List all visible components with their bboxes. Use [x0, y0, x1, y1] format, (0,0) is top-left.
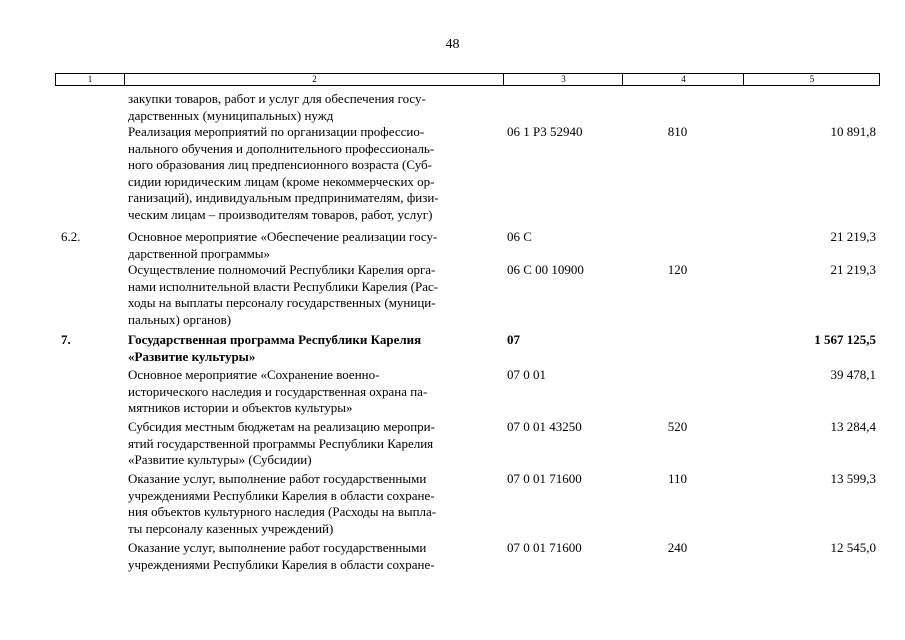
row-code: 07 0 01 43250 [507, 419, 582, 434]
row-name: Основное мероприятие «Обеспечение реализации госу- дарственной программы» [128, 229, 438, 261]
row-sum: 12 545,0 [830, 540, 876, 555]
row-name: Оказание услуг, выполнение работ государственными учреждениями Республики Карелия в области сохране- ния объектов культурного наследия (Расходы на выпла- ты персоналу казенных учреждений) [128, 471, 437, 536]
row-number: 6.2. [61, 229, 81, 244]
row-code: 07 0 01 71600 [507, 540, 582, 555]
table-row [0, 332, 905, 367]
row-sum: 21 219,3 [830, 262, 876, 277]
header-col-4: 4 [622, 74, 744, 85]
row-code: 06 С 00 10900 [507, 262, 584, 277]
row-name: Государственная программа Республики Карелия «Развитие культуры» [128, 332, 422, 364]
row-name: Оказание услуг, выполнение работ государственными учреждениями Республики Карелия в области сохране- [128, 540, 435, 572]
header-col-3: 3 [503, 74, 623, 85]
table-body [0, 91, 905, 575]
table-row [0, 419, 905, 471]
row-expense-type: 110 [667, 471, 688, 486]
row-sum: 39 478,1 [830, 367, 876, 382]
table-row [0, 471, 905, 540]
row-expense-type: 810 [667, 124, 688, 139]
row-number: 7. [61, 332, 71, 347]
table-row [0, 91, 905, 124]
header-col-5: 5 [743, 74, 880, 85]
table-row [0, 229, 905, 262]
page-number: 48 [445, 37, 460, 52]
table-row [0, 367, 905, 419]
row-expense-type: 520 [667, 419, 688, 434]
row-code: 06 С [507, 229, 532, 244]
row-expense-type: 120 [667, 262, 688, 277]
row-sum: 21 219,3 [830, 229, 876, 244]
row-code: 06 1 P3 52940 [507, 124, 583, 139]
row-code: 07 0 01 [507, 367, 546, 382]
table-row [0, 262, 905, 332]
row-sum: 1 567 125,5 [814, 332, 876, 347]
header-col-2: 2 [124, 74, 504, 85]
row-name: Реализация мероприятий по организации профессио- нального обучения и дополнительного профессиональ- ного образования лиц предпенсионного возраста (Суб- сидии юридическим лицам (кроме некоммерческих ор- ганизаций), индивидуальным предпринимателям, физи- ческим лицам – производителям товаров, работ, услуг) [128, 124, 439, 222]
row-code: 07 [507, 332, 520, 347]
row-name: Основное мероприятие «Сохранение военно- исторического наследия и государственная охрана па- мятников истории и объектов культуры» [128, 367, 428, 415]
row-name: закупки товаров, работ и услуг для обеспечения госу- дарственных (муниципальных) нужд [128, 91, 426, 123]
row-sum: 13 284,4 [830, 419, 876, 434]
row-code: 07 0 01 71600 [507, 471, 582, 486]
row-sum: 13 599,3 [830, 471, 876, 486]
row-sum: 10 891,8 [830, 124, 876, 139]
table-row [0, 540, 905, 575]
row-name: Осуществление полномочий Республики Карелия орга- нами исполнительной власти Республики Карелия (Рас- ходы на выплаты персоналу государственных (муници- пальных) органов) [128, 262, 439, 327]
row-name: Субсидия местным бюджетам на реализацию меропри- ятий государственной программы Республики Карелия «Развитие культуры» (Субсидии) [128, 419, 435, 467]
table-row [0, 124, 905, 229]
header-col-1: 1 [87, 74, 93, 84]
row-expense-type: 240 [667, 540, 688, 555]
table-header [55, 73, 880, 86]
